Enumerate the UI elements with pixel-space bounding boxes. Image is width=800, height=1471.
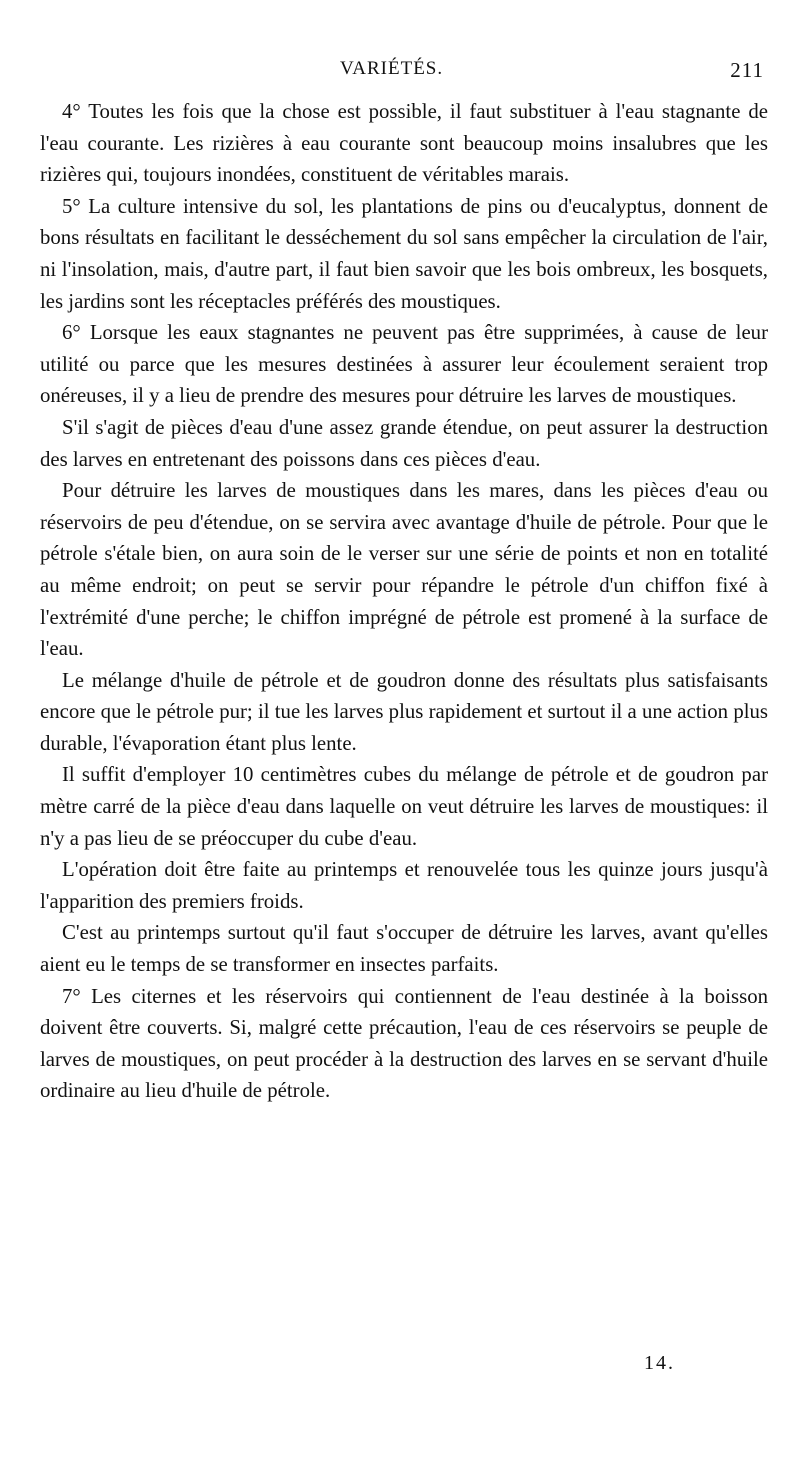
page-number: 211 bbox=[730, 58, 764, 82]
paragraph-5-intensive-culture: 5° La culture intensive du sol, les plantations de pins ou d'eucalyptus, donnent de bons résultats en facilitant le desséchement du sol sans empêcher la circulation de l'air, ni l'insolation, mais, d'autre part, il faut bien savoir que les bois ombreux, les bosquets, les jardins sont les réceptacles préférés des moustiques. bbox=[40, 194, 768, 313]
paragraph-6-larvae-destruction: 6° Lorsque les eaux stagnantes ne peuvent pas être supprimées, à cause de leur utilité ou parce que les mesures destinées à assurer leur écoulement seraient trop onéreuses, il y a lieu de prendre des mesures pour détruire les larves de moustiques. bbox=[40, 321, 768, 408]
paragraph-petroleum: Pour détruire les larves de moustiques dans les mares, dans les pièces d'eau ou réservoirs de peu d'étendue, on se servira avec avantage d'huile de pétrole. Pour que le pétrole s'étale bien, on aura soin de le verser sur une série de points et non en totalité au même endroit; on peut se servir pour répandre le pétrole d'un chiffon fixé à l'extrémité d'une perche; le chiffon imprégné de pétrole est promené à la surface de l'eau. bbox=[40, 479, 768, 661]
printer-signature-mark: 14. bbox=[644, 1352, 675, 1374]
page-header bbox=[40, 58, 768, 86]
running-title: VARIÉTÉS. bbox=[340, 58, 444, 79]
paragraph-7-cisterns: 7° Les citernes et les réservoirs qui contiennent de l'eau destinée à la boisson doivent être couverts. Si, malgré cette précaution, l'eau de ces réservoirs se peuple de larves de moustiques, on peut procéder à la destruction des larves en se servant d'huile ordinaire au lieu d'huile de pétrole. bbox=[40, 984, 768, 1103]
paragraph-4-stagnant-water: 4° Toutes les fois que la chose est possible, il faut substituer à l'eau stagnante de l'eau courante. Les rizières à eau courante sont beaucoup moins insalubres que les rizières qui, toujours inondées, constituent de véritables marais. bbox=[40, 100, 768, 187]
paragraph-spring: C'est au printemps surtout qu'il faut s'occuper de détruire les larves, avant qu'elles aient eu le temps de se transformer en insectes parfaits. bbox=[40, 921, 768, 977]
paragraph-operation-timing: L'opération doit être faite au printemps et renouvelée tous les quinze jours jusqu'à l'apparition des premiers froids. bbox=[40, 858, 768, 913]
paragraph-tar-mixture: Le mélange d'huile de pétrole et de goudron donne des résultats plus satisfaisants encore que le pétrole pur; il tue les larves plus rapidement et surtout il a une action plus durable, l'évaporation étant plus lente. bbox=[40, 668, 768, 755]
body-text bbox=[40, 96, 768, 1107]
paragraph-dosage: Il suffit d'employer 10 centimètres cubes du mélange de pétrole et de goudron par mètre carré de la pièce d'eau dans laquelle on veut détruire les larves de moustiques: il n'y a pas lieu de se préoccuper du cube d'eau. bbox=[40, 763, 768, 850]
paragraph-fish: S'il s'agit de pièces d'eau d'une assez grande étendue, on peut assurer la destruction des larves en entretenant des poissons dans ces pièces d'eau. bbox=[40, 415, 768, 471]
